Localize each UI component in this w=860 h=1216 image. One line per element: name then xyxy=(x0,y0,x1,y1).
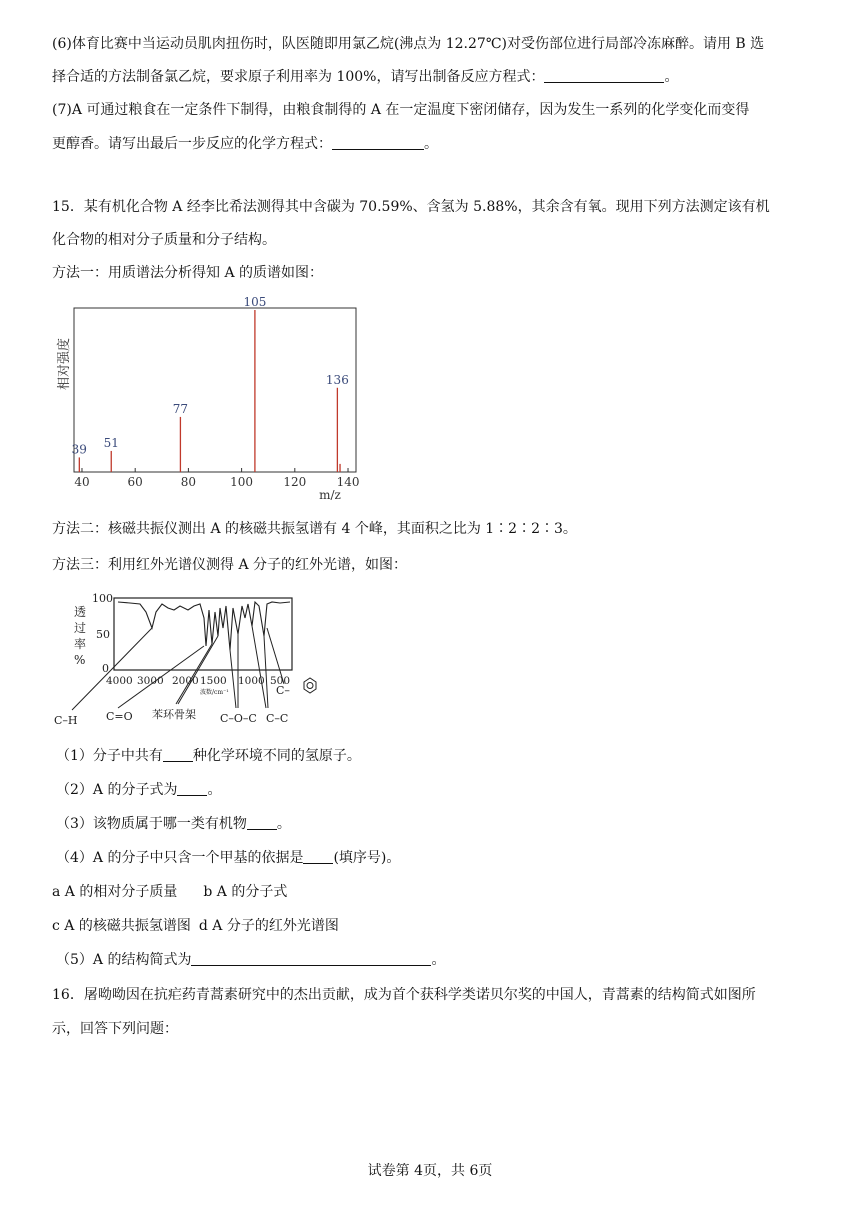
ms-xlabel: m/z xyxy=(319,488,341,502)
sub-question-5 xyxy=(56,950,445,970)
ms-tick-label: 40 xyxy=(74,475,90,489)
ir-annotation: 苯环骨架 xyxy=(152,708,196,721)
options-row-1 xyxy=(52,882,287,902)
sub-question-text: (填序号)。 xyxy=(333,850,401,866)
sub-question-text: （3）该物质属于哪一类有机物 xyxy=(56,816,247,832)
ms-peak-label: 136 xyxy=(325,372,349,387)
ms-peak-label: 77 xyxy=(172,401,189,416)
ms-ylabel: 相对强度 xyxy=(57,337,72,391)
page-footer: 试卷第 4页，共 6页 xyxy=(367,1163,493,1179)
answer-blank[interactable] xyxy=(332,135,424,150)
sub-question-4 xyxy=(56,848,400,868)
ir-annotation: C–C xyxy=(266,712,289,725)
punct: 。 xyxy=(424,136,438,152)
question-7-text: 更醇香。请写出最后一步反应的化学方程式： xyxy=(52,136,332,152)
ms-peak-label: 39 xyxy=(71,442,87,457)
option-c: c A 的核磁共振氢谱图 xyxy=(52,918,191,934)
ir-xlabel: 波数/cm⁻¹ xyxy=(200,689,229,696)
ms-tick-label: 120 xyxy=(283,475,307,489)
ir-ytick: 0 xyxy=(102,662,109,675)
question-16-line-1: 16．屠呦呦因在抗疟药青蒿素研究中的杰出贡献，成为首个获科学类诺贝尔奖的中国人，青蒿素的结构简式如图所 xyxy=(52,987,756,1003)
ms-peak-label: 51 xyxy=(103,435,119,450)
question-6-text: 择合适的方法制备氯乙烷，要求原子利用率为 100%，请写出制备反应方程式： xyxy=(52,69,545,85)
ir-xtick: 2000 xyxy=(172,675,199,687)
answer-blank[interactable] xyxy=(177,781,207,796)
answer-blank[interactable] xyxy=(544,68,664,83)
sub-question-text: （5）A 的结构简式为 xyxy=(56,952,192,968)
benzene-ring-icon xyxy=(304,678,316,693)
ir-annotation: C=O xyxy=(106,710,133,723)
sub-question-text: （1）分子中共有 xyxy=(56,748,163,764)
punct: 。 xyxy=(431,952,446,968)
method-1: 方法一：用质谱法分析得知 A 的质谱如图： xyxy=(52,265,324,281)
sub-question-1 xyxy=(56,746,361,766)
ir-annotation: C–O–C xyxy=(220,712,257,725)
sub-question-3 xyxy=(56,814,291,834)
sub-question-text: （4）A 的分子中只含一个甲基的依据是 xyxy=(56,850,304,866)
ir-ylabel: 透过率% xyxy=(74,605,87,667)
question-16-line-2: 示，回答下列问题： xyxy=(52,1021,178,1037)
method-2: 方法二：核磁共振仪测出 A 的核磁共振氢谱有 4 个峰，其面积之比为 1∶2∶2∶3。 xyxy=(52,521,577,537)
question-7-line-2 xyxy=(52,134,438,154)
ir-leader-coc xyxy=(230,650,236,708)
ir-ytick: 50 xyxy=(96,628,110,641)
question-15-line-2: 化合物的相对分子质量和分子结构。 xyxy=(52,232,276,248)
ir-annotation: C–H xyxy=(54,714,78,727)
sub-question-text: （2）A 的分子式为 xyxy=(56,782,178,798)
ir-xtick: 4000 xyxy=(106,675,133,687)
punct: 。 xyxy=(276,816,291,832)
option-a: a A 的相对分子质量 xyxy=(52,884,178,900)
ms-tick-label: 100 xyxy=(230,475,254,489)
ir-xtick: 500 xyxy=(270,675,291,687)
method-3: 方法三：利用红外光谱仪测得 A 分子的红外光谱，如图： xyxy=(52,557,408,573)
ir-xtick: 3000 xyxy=(137,675,164,687)
question-7-line-1: (7)A 可通过粮食在一定条件下制得，由粮食制得的 A 在一定温度下密闭储存，因为发生一系列的化学变化而变得 xyxy=(52,102,750,118)
ir-xtick: 1500 xyxy=(200,675,227,687)
question-6-line-1: (6)体育比赛中当运动员肌肉扭伤时，队医随即用氯乙烷(沸点为 12.27℃)对受伤部位进行局部冷冻麻醉。请用 B 选 xyxy=(52,36,765,52)
ms-tick-label: 140 xyxy=(336,475,360,489)
ir-ytick: 100 xyxy=(92,592,113,605)
ms-tick-label: 80 xyxy=(180,475,197,489)
answer-blank[interactable] xyxy=(163,747,193,762)
ir-annotation: C– xyxy=(276,684,290,697)
answer-blank[interactable] xyxy=(303,849,333,864)
punct: 。 xyxy=(207,782,222,798)
ir-spectrum-chart xyxy=(48,588,338,728)
ir-xtick: 1000 xyxy=(238,675,265,687)
sub-question-2 xyxy=(56,780,221,800)
ms-tick-label: 60 xyxy=(127,475,143,489)
question-15-line-1: 15．某有机化合物 A 经李比希法测得其中含碳为 70.59%、含氢为 5.88%，其余含有氧。现用下列方法测定该有机 xyxy=(52,199,770,215)
answer-blank[interactable] xyxy=(247,815,277,830)
options-row-2 xyxy=(52,916,339,936)
option-b: b A 的分子式 xyxy=(203,884,288,900)
sub-question-text: 种化学环境不同的氢原子。 xyxy=(192,748,361,764)
ms-peak-label: 105 xyxy=(243,295,267,309)
punct: 。 xyxy=(664,69,679,85)
option-d: d A 分子的红外光谱图 xyxy=(198,918,339,934)
question-6-line-2 xyxy=(52,67,678,87)
mass-spectrum-chart xyxy=(48,295,368,506)
answer-blank[interactable] xyxy=(191,951,431,966)
